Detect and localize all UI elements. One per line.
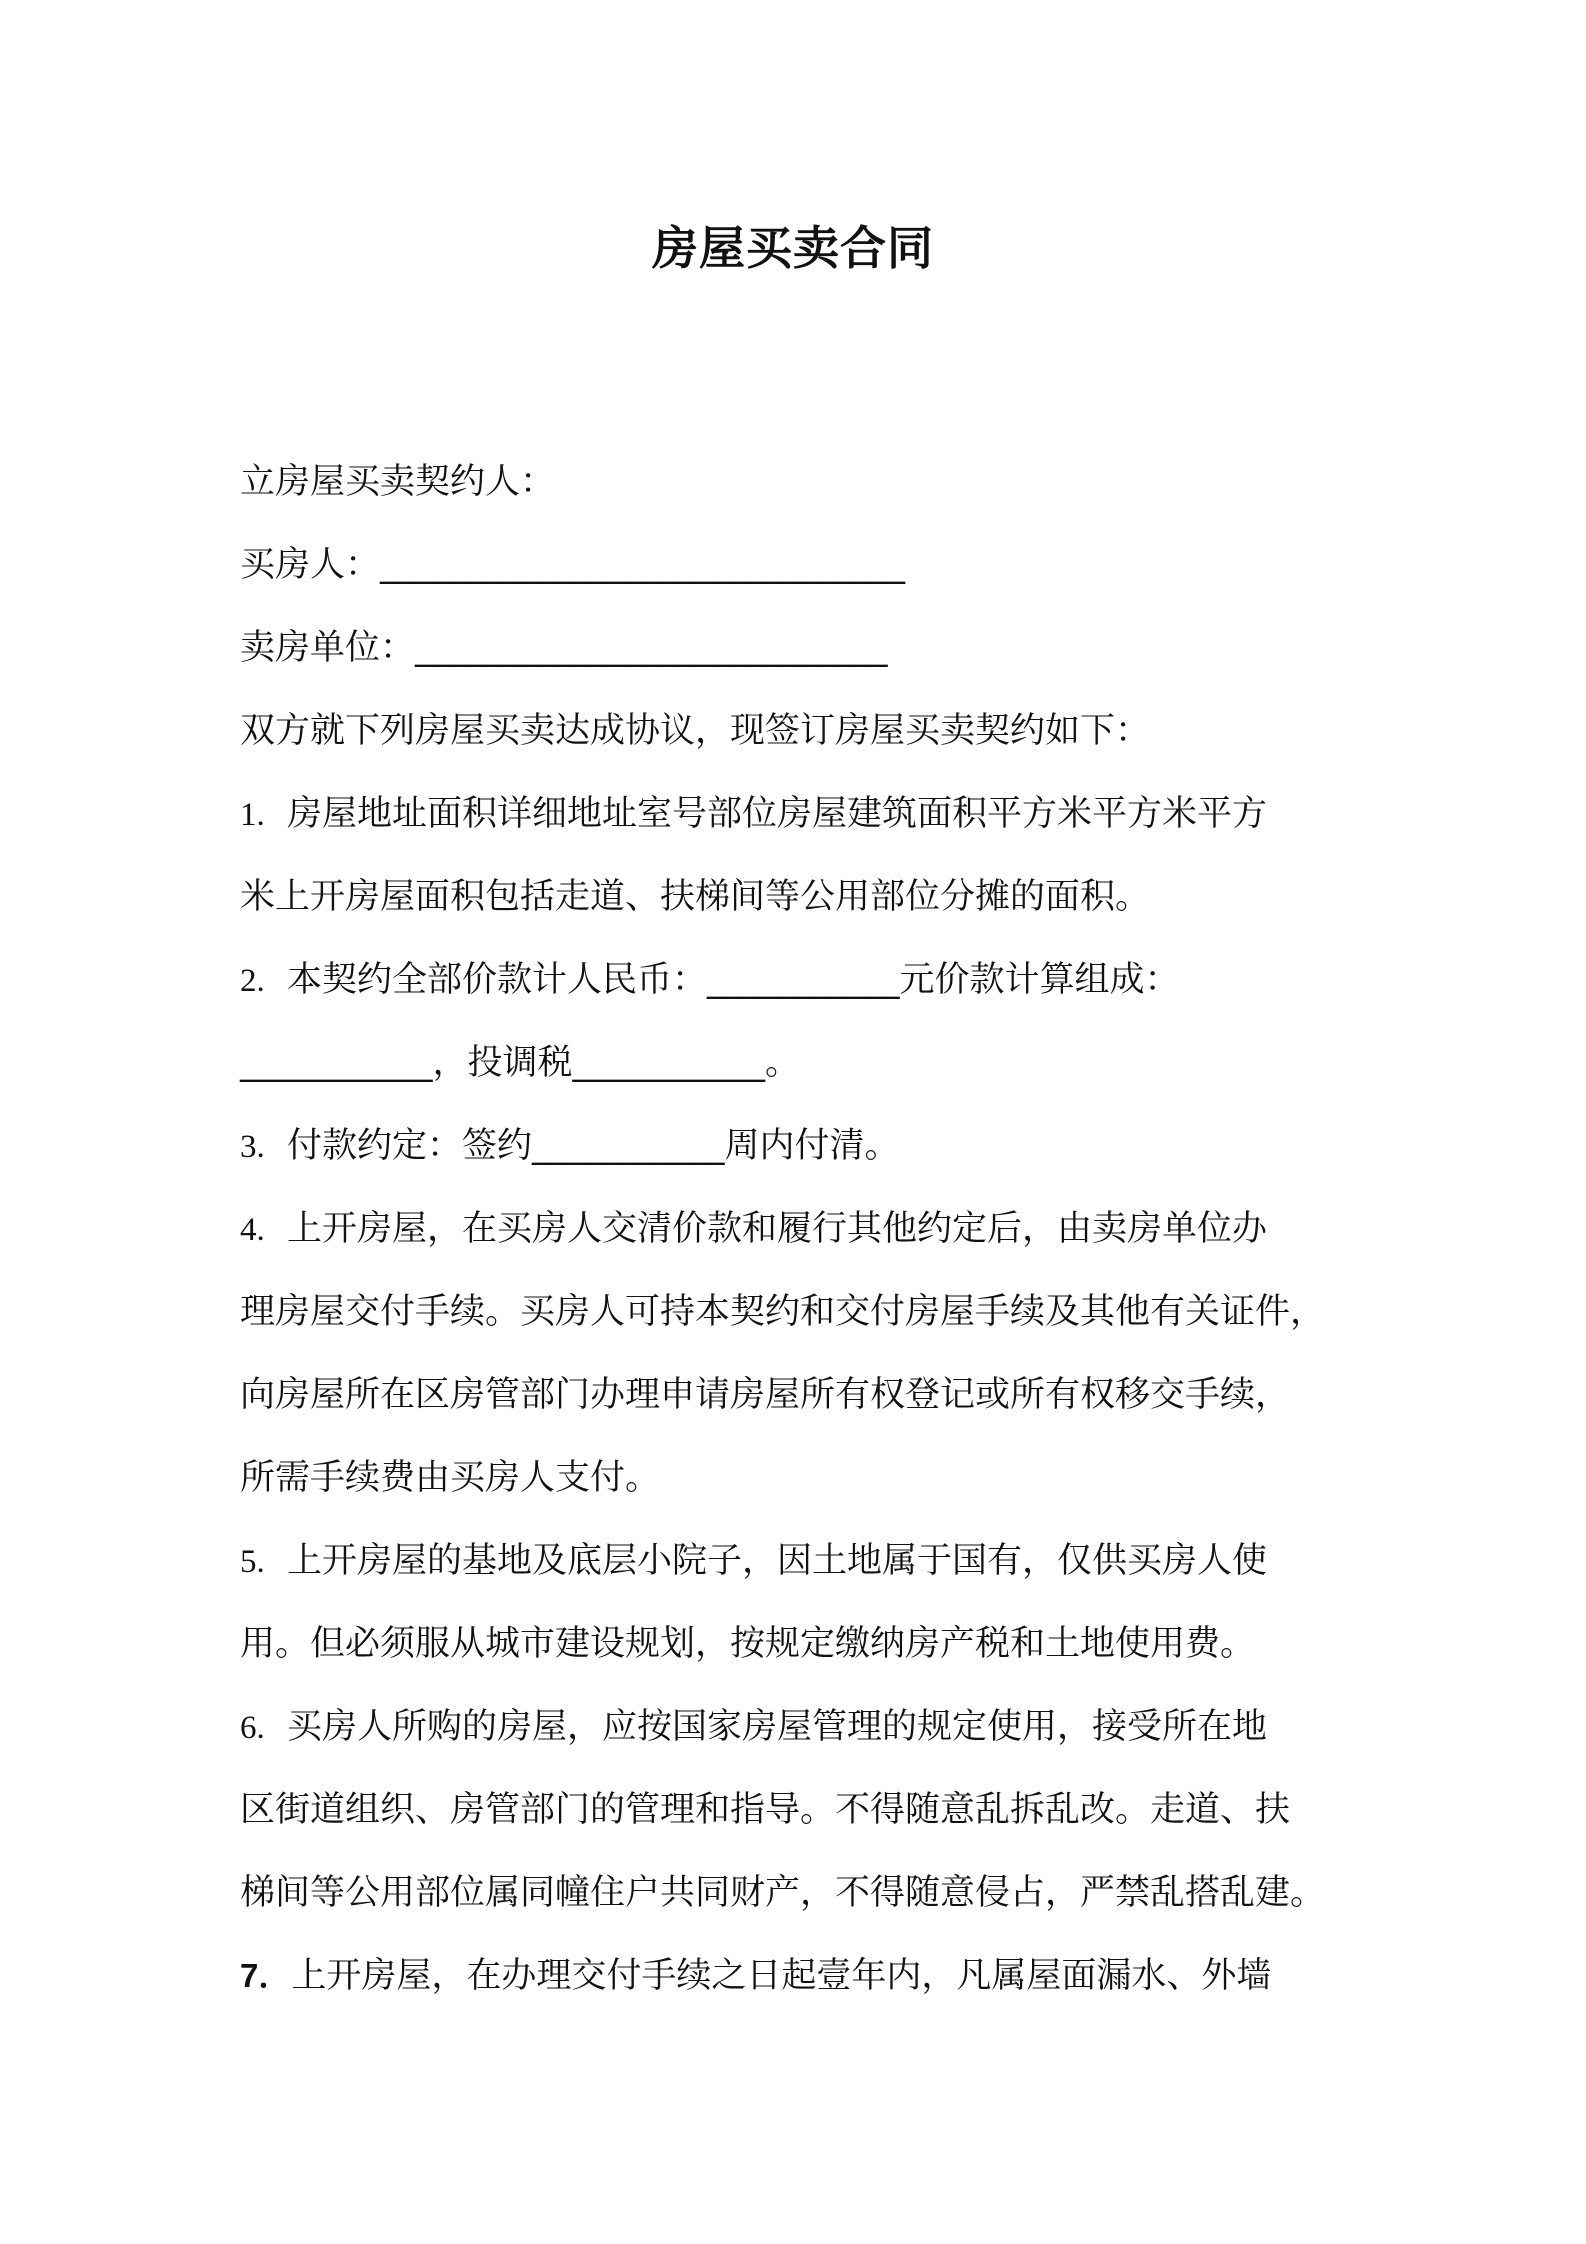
line-text: 付款约定：签约___________周内付清。 — [287, 1126, 900, 1166]
line-text: 所需手续费由买房人支付。 — [240, 1458, 661, 1498]
agreement-intro — [240, 707, 1370, 755]
line-text: 理房屋交付手续。买房人可持本契约和交付房屋手续及其他有关证件， — [240, 1292, 1326, 1332]
party-heading — [240, 458, 1370, 506]
clause-3-line-1 — [240, 1122, 1370, 1171]
clause-4-line-1 — [240, 1205, 1370, 1254]
clause-7-line-1 — [240, 1952, 1370, 2000]
seller-line — [240, 624, 1370, 672]
clause-number: 5. — [240, 1544, 265, 1580]
clause-number: 6. — [240, 1710, 265, 1746]
clause-4-line-4 — [240, 1454, 1370, 1502]
clause-1-line-1 — [240, 790, 1370, 839]
clause-number: 3. — [240, 1129, 265, 1165]
clause-number: 1. — [240, 797, 265, 833]
document-title: 房屋买卖合同 — [652, 221, 934, 275]
line-text: 上开房屋的基地及底层小院子，因土地属于国有，仅供买房人使 — [287, 1541, 1268, 1581]
clause-6-line-1 — [240, 1703, 1370, 1752]
clause-2-line-1 — [240, 956, 1370, 1005]
line-text: 用。但必须服从城市建设规划，按规定缴纳房产税和土地使用费。 — [240, 1624, 1256, 1664]
line-text: 上开房屋，在办理交付手续之日起壹年内，凡属屋面漏水、外墙 — [291, 1956, 1272, 1996]
clause-1-line-2 — [240, 873, 1370, 921]
buyer-line — [240, 541, 1370, 589]
line-text: 买房人：______________________________ — [240, 545, 906, 585]
line-text: 向房屋所在区房管部门办理申请房屋所有权登记或所有权移交手续， — [240, 1375, 1291, 1415]
line-text: 梯间等公用部位属同幢住户共同财产，不得随意侵占，严禁乱搭乱建。 — [240, 1873, 1326, 1913]
clause-number: 7． — [240, 1957, 292, 1994]
clause-4-line-2 — [240, 1288, 1370, 1336]
line-text: 卖房单位：___________________________ — [240, 628, 888, 668]
line-text: 区街道组织、房管部门的管理和指导。不得随意乱拆乱改。走道、扶 — [240, 1790, 1291, 1830]
line-text: 双方就下列房屋买卖达成协议，现签订房屋买卖契约如下： — [240, 711, 1151, 751]
clause-6-line-3 — [240, 1869, 1370, 1917]
line-text: ___________，投调税___________。 — [240, 1043, 801, 1083]
clause-5-line-1 — [240, 1537, 1370, 1586]
line-text: 房屋地址面积详细地址室号部位房屋建筑面积平方米平方米平方 — [287, 794, 1268, 834]
line-text: 上开房屋，在买房人交清价款和履行其他约定后，由卖房单位办 — [287, 1209, 1268, 1249]
line-text: 本契约全部价款计人民币：___________元价款计算组成： — [287, 960, 1180, 1000]
clause-number: 2. — [240, 963, 265, 999]
clause-number: 4. — [240, 1212, 265, 1248]
line-text: 立房屋买卖契约人： — [240, 462, 556, 502]
clause-4-line-3 — [240, 1371, 1370, 1419]
clause-2-line-2 — [240, 1039, 1370, 1087]
clause-6-line-2 — [240, 1786, 1370, 1834]
line-text: 买房人所购的房屋，应按国家房屋管理的规定使用，接受所在地 — [287, 1707, 1268, 1747]
line-text: 米上开房屋面积包括走道、扶梯间等公用部位分摊的面积。 — [240, 877, 1151, 917]
clause-5-line-2 — [240, 1620, 1370, 1668]
